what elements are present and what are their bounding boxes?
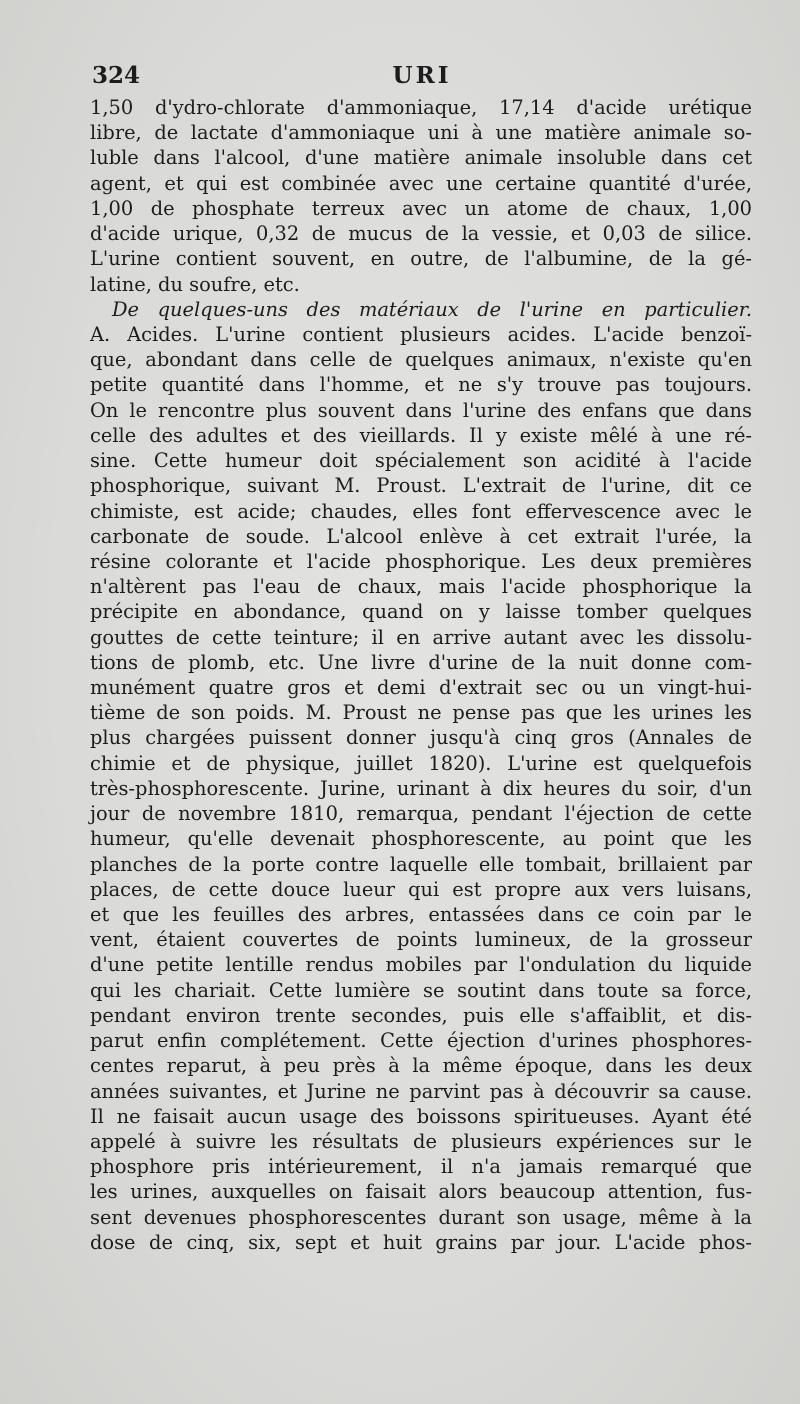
text-line: les urines, auxquelles on faisait alors beaucoup attention, fus- — [90, 1180, 752, 1204]
text-line: phosphorique, suivant M. Proust. L'extrait de l'urine, dit ce — [90, 474, 752, 498]
text-line: parut enfin complétement. Cette éjection d'urines phosphores- — [90, 1029, 752, 1053]
text-line: A. Acides. L'urine contient plusieurs acides. L'acide benzoï- — [90, 322, 752, 346]
section-heading: De quelques-uns des matériaux de l'urine en particulier. — [112, 297, 752, 321]
text-line: 1,50 d'ydro-chlorate d'ammoniaque, 17,14 d'acide urétique — [90, 96, 752, 119]
text-line: 1,00 de phosphate terreux avec un atome de chaux, 1,00 — [90, 196, 752, 220]
text-line: appelé à suivre les résultats de plusieurs expériences sur le — [90, 1129, 752, 1153]
text-line: latine, du soufre, etc. — [90, 272, 300, 296]
text-line: Il ne faisait aucun usage des boissons spiritueuses. Ayant été — [90, 1104, 752, 1128]
text-line: chimiste, est acide; chaudes, elles font effervescence avec le — [90, 499, 752, 523]
text-line: centes reparut, à peu près à la même époque, dans les deux — [90, 1054, 752, 1078]
text-line: plus chargées puissent donner jusqu'à cinq gros (Annales de — [90, 726, 752, 750]
text-line: L'urine contient souvent, en outre, de l'albumine, de la gé- — [90, 247, 752, 271]
text-line: qui les chariait. Cette lumière se soutint dans toute sa force, — [90, 978, 752, 1002]
text-line: celle des adultes et des vieillards. Il y existe mêlé à une ré- — [90, 423, 752, 447]
text-line: petite quantité dans l'homme, et ne s'y trouve pas toujours. — [90, 373, 752, 397]
text-line: carbonate de soude. L'alcool enlève à cet extrait l'urée, la — [90, 524, 752, 548]
text-line: chimie et de physique, juillet 1820). L'urine est quelquefois — [90, 751, 752, 775]
text-line: humeur, qu'elle devenait phosphorescente, au point que les — [90, 827, 752, 851]
text-line: pendant environ trente secondes, puis elle s'affaiblit, et dis- — [90, 1003, 752, 1027]
text-line: résine colorante et l'acide phosphorique. Les deux premières — [90, 549, 752, 573]
page-number: 324 — [92, 62, 141, 89]
text-line: gouttes de cette teinture; il en arrive autant avec les dissolu- — [90, 625, 752, 649]
body-text — [90, 95, 752, 1255]
running-head: URI — [392, 62, 452, 89]
text-line: vent, étaient couvertes de points lumineux, de la grosseur — [90, 928, 752, 952]
text-line: très-phosphorescente. Jurine, urinant à dix heures du soir, d'un — [90, 776, 752, 800]
text-line: tième de son poids. M. Proust ne pense pas que les urines les — [90, 701, 752, 725]
text-line: planches de la porte contre laquelle elle tombait, brillaient par — [90, 852, 752, 876]
text-line: agent, et qui est combinée avec une certaine quantité d'urée, — [90, 171, 752, 195]
text-line: d'une petite lentille rendus mobiles par l'ondulation du liquide — [90, 953, 752, 977]
text-line: n'altèrent pas l'eau de chaux, mais l'acide phosphorique la — [90, 575, 752, 599]
text-line: que, abondant dans celle de quelques animaux, n'existe qu'en — [90, 348, 752, 372]
text-line: sent devenues phosphorescentes durant son usage, même à la — [90, 1205, 752, 1229]
text-line: dose de cinq, six, sept et huit grains par jour. L'acide phos- — [90, 1230, 752, 1254]
text-line: On le rencontre plus souvent dans l'urine des enfans que dans — [90, 398, 752, 422]
text-line: libre, de lactate d'ammoniaque uni à une matière animale so- — [90, 121, 752, 145]
text-line: places, de cette douce lueur qui est propre aux vers luisans, — [90, 877, 752, 901]
text-line: et que les feuilles des arbres, entassées dans ce coin par le — [90, 903, 752, 926]
text-line: tions de plomb, etc. Une livre d'urine de la nuit donne com- — [90, 650, 752, 674]
text-line: d'acide urique, 0,32 de mucus de la vessie, et 0,03 de silice. — [90, 222, 752, 246]
text-line: années suivantes, et Jurine ne parvint pas à découvrir sa cause. — [90, 1079, 752, 1103]
text-line: phosphore pris intérieurement, il n'a jamais remarqué que — [90, 1155, 752, 1179]
text-line: sine. Cette humeur doit spécialement son acidité à l'acide — [90, 449, 752, 473]
page-header — [92, 62, 752, 94]
text-line: jour de novembre 1810, remarqua, pendant l'éjection de cette — [90, 802, 752, 826]
text-line: luble dans l'alcool, d'une matière animale insoluble dans cet — [90, 146, 752, 170]
text-line: précipite en abondance, quand on y laisse tomber quelques — [90, 600, 752, 624]
text-line: munément quatre gros et demi d'extrait sec ou un vingt-hui- — [90, 676, 752, 700]
